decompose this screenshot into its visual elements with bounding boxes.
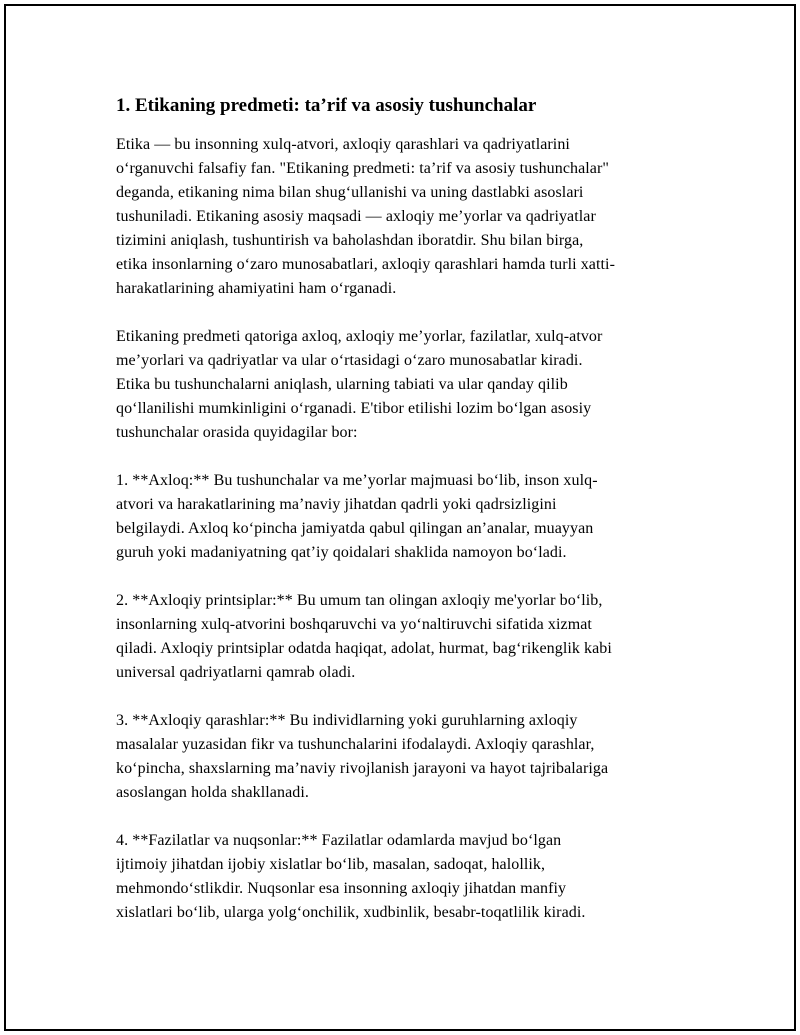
- text-line: Etikaning predmeti qatoriga axloq, axloqiy me’yorlar, fazilatlar, xulq-atvor: [116, 328, 603, 345]
- text-line: ijtimoiy jihatdan ijobiy xislatlar bo‘lib, masalan, sadoqat, halollik,: [116, 856, 546, 873]
- text-line: 4. **Fazilatlar va nuqsonlar:** Fazilatlar odamlarda mavjud bo‘lgan: [116, 832, 562, 849]
- paragraph: [116, 589, 696, 685]
- paragraph: [116, 325, 696, 445]
- document-title: 1. Etikaning predmeti: ta’rif va asosiy tushunchalar: [116, 95, 537, 116]
- text-line: Etika — bu insonning xulq-atvori, axloqiy qarashlari va qadriyatlarini: [116, 136, 570, 153]
- text-line: tushuniladi. Etikaning asosiy maqsadi — axloqiy me’yorlar va qadriyatlar: [116, 208, 596, 225]
- text-line: 2. **Axloqiy printsiplar:** Bu umum tan olingan axloqiy me'yorlar bo‘lib,: [116, 592, 603, 609]
- text-line: 3. **Axloqiy qarashlar:** Bu individlarning yoki guruhlarning axloqiy: [116, 712, 578, 729]
- paragraph: [116, 829, 696, 925]
- document-body: [116, 92, 696, 925]
- text-line: Etika bu tushunchalarni aniqlash, ularning tabiati va ular qanday qilib: [116, 376, 568, 393]
- paragraph: [116, 709, 696, 805]
- text-line: qo‘llanilishi mumkinligini o‘rganadi. E'tibor etilishi lozim bo‘lgan asosiy: [116, 400, 592, 417]
- text-line: insonlarning xulq-atvorini boshqaruvchi va yo‘naltiruvchi sifatida xizmat: [116, 616, 592, 633]
- text-line: asoslangan holda shakllanadi.: [116, 784, 309, 801]
- text-line: xislatlari bo‘lib, ularga yolg‘onchilik, xudbinlik, besabr-toqatlilik kiradi.: [116, 904, 586, 921]
- text-line: deganda, etikaning nima bilan shug‘ullanishi va uning dastlabki asoslari: [116, 184, 584, 201]
- paragraph: [116, 469, 696, 565]
- text-line: me’yorlari va qadriyatlar va ular o‘rtasidagi o‘zaro munosabatlar kiradi.: [116, 352, 583, 369]
- text-line: ko‘pincha, shaxslarning ma’naviy rivojlanish jarayoni va hayot tajribalariga: [116, 760, 609, 777]
- text-line: mehmondo‘stlikdir. Nuqsonlar esa insonning axloqiy jihatdan manfiy: [116, 880, 567, 897]
- text-line: tizimini aniqlash, tushuntirish va baholashdan iboratdir. Shu bilan birga,: [116, 232, 584, 249]
- text-line: tushunchalar orasida quyidagilar bor:: [116, 424, 358, 441]
- text-line: guruh yoki madaniyatning qat’iy qoidalari shaklida namoyon bo‘ladi.: [116, 544, 567, 561]
- text-line: belgilaydi. Axloq ko‘pincha jamiyatda qabul qilingan an’analar, muayyan: [116, 520, 594, 537]
- text-line: atvori va harakatlarining ma’naviy jihatdan qadrli yoki qadrsizligini: [116, 496, 557, 513]
- paragraph: [116, 133, 696, 301]
- text-line: qiladi. Axloqiy printsiplar odatda haqiqat, adolat, hurmat, bag‘rikenglik kabi: [116, 640, 612, 657]
- text-line: etika insonlarning o‘zaro munosabatlari, axloqiy qarashlari hamda turli xatti-: [116, 256, 615, 273]
- paragraph-list: [116, 133, 696, 925]
- text-line: o‘rganuvchi falsafiy fan. "Etikaning predmeti: ta’rif va asosiy tushunchalar": [116, 160, 609, 177]
- text-line: universal qadriyatlarni qamrab oladi.: [116, 664, 356, 681]
- text-line: harakatlarining ahamiyatini ham o‘rganadi.: [116, 280, 397, 297]
- text-line: 1. **Axloq:** Bu tushunchalar va me’yorlar majmuasi bo‘lib, inson xulq-: [116, 472, 598, 489]
- text-line: masalalar yuzasidan fikr va tushunchalarini ifodalaydi. Axloqiy qarashlar,: [116, 736, 595, 753]
